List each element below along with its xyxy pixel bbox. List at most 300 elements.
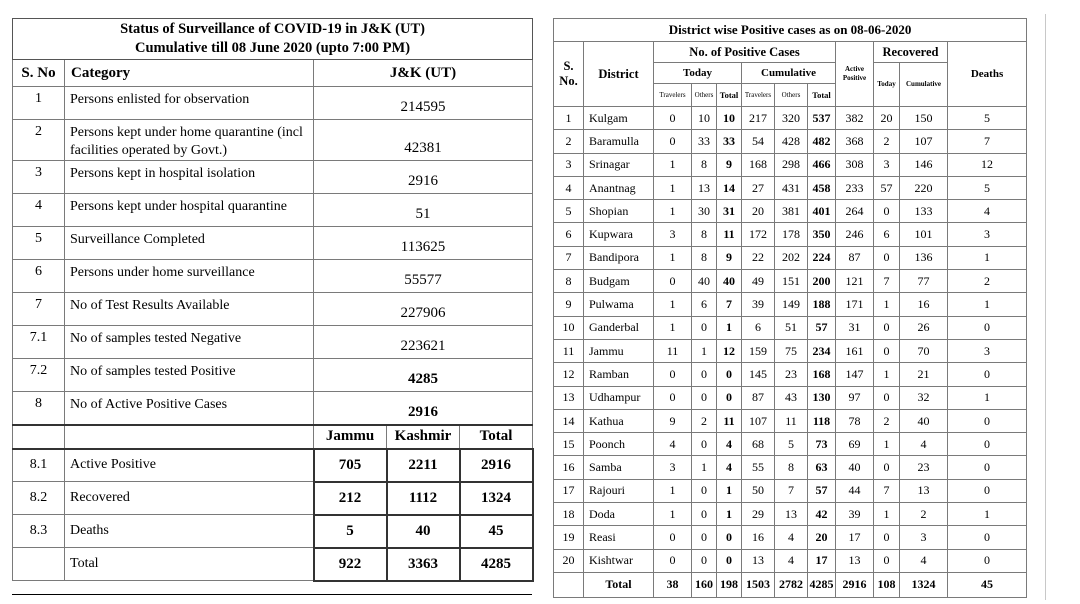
breakdown-row <box>13 482 533 515</box>
cell-sno: 12 <box>554 363 584 386</box>
breakdown-row <box>13 515 533 548</box>
cell-deaths: 0 <box>948 363 1027 386</box>
cell-sno: 6 <box>554 223 584 246</box>
cell-recovered-cumulative: 107 <box>900 130 948 153</box>
cell-district: Pulwama <box>584 293 654 316</box>
cell-today-others: 40 <box>692 270 717 293</box>
cell-today-total: 0 <box>717 363 742 386</box>
total-cell: 198 <box>717 572 742 597</box>
cell-cum-total: 17 <box>808 549 836 572</box>
row-sno: 1 <box>13 87 65 120</box>
cell-deaths: 1 <box>948 246 1027 269</box>
cell-active-positive: 121 <box>836 270 874 293</box>
cell-recovered-cumulative: 13 <box>900 479 948 502</box>
cell-today-travelers: 1 <box>654 503 692 526</box>
kashmir-value: 2211 <box>387 449 460 482</box>
row-sno <box>13 548 65 581</box>
cell-cum-total: 466 <box>808 153 836 176</box>
district-row <box>554 363 1027 386</box>
cell-deaths: 4 <box>948 200 1027 223</box>
kashmir-value: 1112 <box>387 482 460 515</box>
cell-sno: 5 <box>554 200 584 223</box>
cell-cum-others: 13 <box>775 503 808 526</box>
header-jk-ut: J&K (UT) <box>314 60 533 87</box>
cell-district: Jammu <box>584 339 654 362</box>
cell-recovered-cumulative: 16 <box>900 293 948 316</box>
cell-active-positive: 13 <box>836 549 874 572</box>
cell-cum-others: 5 <box>775 433 808 456</box>
cell-active-positive: 171 <box>836 293 874 316</box>
cell-sno: 19 <box>554 526 584 549</box>
cell-active-positive: 368 <box>836 130 874 153</box>
district-row <box>554 130 1027 153</box>
cell-today-total: 11 <box>717 409 742 432</box>
row-sno: 7 <box>13 293 65 326</box>
cell-today-others: 33 <box>692 130 717 153</box>
row-category: No of Active Positive Cases <box>65 392 314 425</box>
cell-today-others: 8 <box>692 246 717 269</box>
cell-today-travelers: 9 <box>654 409 692 432</box>
header-jammu: Jammu <box>314 425 387 449</box>
cell-recovered-cumulative: 40 <box>900 409 948 432</box>
district-row <box>554 200 1027 223</box>
cell-district: Doda <box>584 503 654 526</box>
cell-today-travelers: 1 <box>654 316 692 339</box>
cell-cum-travelers: 145 <box>742 363 775 386</box>
district-row <box>554 409 1027 432</box>
district-row <box>554 270 1027 293</box>
cell-today-total: 7 <box>717 293 742 316</box>
district-row <box>554 107 1027 130</box>
cell-cum-others: 8 <box>775 456 808 479</box>
cell-today-others: 0 <box>692 503 717 526</box>
cell-district: Kulgam <box>584 107 654 130</box>
cell-sno: 9 <box>554 293 584 316</box>
row-sno: 6 <box>13 260 65 293</box>
cell-active-positive: 87 <box>836 246 874 269</box>
cell-cum-total: 200 <box>808 270 836 293</box>
row-value: 227906 <box>314 293 533 326</box>
cell-recovered-cumulative: 4 <box>900 433 948 456</box>
cell-active-positive: 246 <box>836 223 874 246</box>
cell-deaths: 5 <box>948 176 1027 199</box>
header-today-travelers: Travelers <box>654 84 692 107</box>
row-sno: 8.3 <box>13 515 65 548</box>
surveillance-title-line2: Cumulative till 08 June 2020 (upto 7:00 PM) <box>134 40 411 56</box>
header-category: Category <box>65 60 314 87</box>
cell-sno: 8 <box>554 270 584 293</box>
cell-recovered-today: 0 <box>874 526 900 549</box>
cell-recovered-today: 0 <box>874 246 900 269</box>
cell-sno: 3 <box>554 153 584 176</box>
row-value: 2916 <box>314 392 533 425</box>
row-category: Surveillance Completed <box>65 227 314 260</box>
total-cell: 2916 <box>836 572 874 597</box>
kashmir-value: 3363 <box>387 548 460 581</box>
cell-today-total: 9 <box>717 153 742 176</box>
cell-active-positive: 31 <box>836 316 874 339</box>
cell-recovered-cumulative: 21 <box>900 363 948 386</box>
row-category: Deaths <box>65 515 314 548</box>
row-value: 55577 <box>314 260 533 293</box>
cell-cum-others: 428 <box>775 130 808 153</box>
row-category: Persons kept in hospital isolation <box>65 161 314 194</box>
cell-recovered-cumulative: 77 <box>900 270 948 293</box>
cell-district: Rajouri <box>584 479 654 502</box>
cell-recovered-cumulative: 220 <box>900 176 948 199</box>
cell-district: Ramban <box>584 363 654 386</box>
district-row <box>554 223 1027 246</box>
cell-cum-others: 178 <box>775 223 808 246</box>
cell-today-others: 0 <box>692 316 717 339</box>
cell-today-travelers: 1 <box>654 200 692 223</box>
kashmir-value: 40 <box>387 515 460 548</box>
cell-recovered-cumulative: 133 <box>900 200 948 223</box>
cell-cum-travelers: 159 <box>742 339 775 362</box>
cell-sno: 17 <box>554 479 584 502</box>
cell-today-total: 33 <box>717 130 742 153</box>
row-value: 4285 <box>314 359 533 392</box>
cell-today-others: 0 <box>692 549 717 572</box>
cell-recovered-today: 1 <box>874 363 900 386</box>
jammu-value: 212 <box>314 482 387 515</box>
cell-active-positive: 97 <box>836 386 874 409</box>
cell-deaths: 1 <box>948 386 1027 409</box>
cell-sno: 7 <box>554 246 584 269</box>
cell-recovered-today: 0 <box>874 316 900 339</box>
cell-district: Samba <box>584 456 654 479</box>
cell-sno: 2 <box>554 130 584 153</box>
district-row <box>554 456 1027 479</box>
total-cell: 108 <box>874 572 900 597</box>
cell-district: Poonch <box>584 433 654 456</box>
cell-recovered-today: 7 <box>874 479 900 502</box>
cell-cum-travelers: 168 <box>742 153 775 176</box>
cell-recovered-today: 57 <box>874 176 900 199</box>
cell-today-others: 30 <box>692 200 717 223</box>
cell-cum-total: 118 <box>808 409 836 432</box>
cell-cum-others: 151 <box>775 270 808 293</box>
district-row <box>554 246 1027 269</box>
cell-deaths: 0 <box>948 316 1027 339</box>
row-category: Persons kept under home quarantine (incl facilities operated by Govt.) <box>65 120 314 161</box>
cell-cum-total: 458 <box>808 176 836 199</box>
cell-recovered-today: 1 <box>874 293 900 316</box>
total-cell: 1324 <box>900 572 948 597</box>
cell-cum-total: 482 <box>808 130 836 153</box>
cell-cum-travelers: 107 <box>742 409 775 432</box>
cell-cum-total: 73 <box>808 433 836 456</box>
row-category: Persons enlisted for observation <box>65 87 314 120</box>
cell-today-travelers: 1 <box>654 246 692 269</box>
cell-cum-others: 149 <box>775 293 808 316</box>
cell-cum-travelers: 54 <box>742 130 775 153</box>
cell-today-others: 1 <box>692 339 717 362</box>
row-category: No of Test Results Available <box>65 293 314 326</box>
cell-district: Reasi <box>584 526 654 549</box>
cell-today-total: 0 <box>717 386 742 409</box>
cell-active-positive: 17 <box>836 526 874 549</box>
cell-today-travelers: 3 <box>654 223 692 246</box>
cell-deaths: 3 <box>948 339 1027 362</box>
cell-active-positive: 264 <box>836 200 874 223</box>
cell-recovered-cumulative: 70 <box>900 339 948 362</box>
cell-deaths: 3 <box>948 223 1027 246</box>
surveillance-row <box>13 87 533 120</box>
cell-deaths: 5 <box>948 107 1027 130</box>
district-row <box>554 479 1027 502</box>
district-total-row <box>554 572 1027 597</box>
header-sno: S. No. <box>554 42 584 107</box>
header-today: Today <box>654 63 742 84</box>
cell-cum-travelers: 29 <box>742 503 775 526</box>
row-sno: 7.1 <box>13 326 65 359</box>
cell-deaths: 0 <box>948 456 1027 479</box>
cell-recovered-cumulative: 3 <box>900 526 948 549</box>
header-deaths: Deaths <box>948 42 1027 107</box>
cell-recovered-cumulative: 2 <box>900 503 948 526</box>
district-row <box>554 433 1027 456</box>
cell-active-positive: 382 <box>836 107 874 130</box>
cell-district: Bandipora <box>584 246 654 269</box>
jammu-value: 5 <box>314 515 387 548</box>
district-row <box>554 153 1027 176</box>
header-cumulative: Cumulative <box>742 63 836 84</box>
header-kashmir: Kashmir <box>387 425 460 449</box>
cell-active-positive: 147 <box>836 363 874 386</box>
jammu-value: 705 <box>314 449 387 482</box>
total-cell: 45 <box>948 572 1027 597</box>
cell-recovered-cumulative: 146 <box>900 153 948 176</box>
cell-recovered-cumulative: 4 <box>900 549 948 572</box>
row-sno: 7.2 <box>13 359 65 392</box>
row-value: 2916 <box>314 161 533 194</box>
cell-cum-travelers: 68 <box>742 433 775 456</box>
cell-cum-total: 168 <box>808 363 836 386</box>
cell-cum-total: 57 <box>808 316 836 339</box>
cell-cum-others: 381 <box>775 200 808 223</box>
cell-recovered-cumulative: 136 <box>900 246 948 269</box>
cell-cum-total: 401 <box>808 200 836 223</box>
cell-cum-travelers: 16 <box>742 526 775 549</box>
cell-cum-total: 42 <box>808 503 836 526</box>
cell-today-travelers: 0 <box>654 270 692 293</box>
cell-recovered-today: 20 <box>874 107 900 130</box>
cell-cum-total: 63 <box>808 456 836 479</box>
row-value: 51 <box>314 194 533 227</box>
cell-active-positive: 39 <box>836 503 874 526</box>
row-value: 223621 <box>314 326 533 359</box>
cell-today-travelers: 1 <box>654 153 692 176</box>
cell-cum-travelers: 217 <box>742 107 775 130</box>
district-row <box>554 339 1027 362</box>
cell-cum-others: 43 <box>775 386 808 409</box>
total-cell: 2782 <box>775 572 808 597</box>
cell-cum-total: 224 <box>808 246 836 269</box>
cell-today-travelers: 0 <box>654 549 692 572</box>
cell-today-others: 0 <box>692 479 717 502</box>
surveillance-row <box>13 161 533 194</box>
cell-today-total: 9 <box>717 246 742 269</box>
cell-deaths: 0 <box>948 433 1027 456</box>
header-district: District <box>584 42 654 107</box>
cell-deaths: 1 <box>948 503 1027 526</box>
header-active-positive: Active Positive <box>836 42 874 107</box>
breakdown-row <box>13 449 533 482</box>
total-cell: 1503 <box>742 572 775 597</box>
cell-today-travelers: 11 <box>654 339 692 362</box>
cell-active-positive: 308 <box>836 153 874 176</box>
district-cases-table <box>553 18 1027 598</box>
cell-today-travelers: 1 <box>654 176 692 199</box>
cell-today-travelers: 0 <box>654 130 692 153</box>
total-value: 1324 <box>460 482 533 515</box>
district-row <box>554 526 1027 549</box>
header-recovered: Recovered <box>874 42 948 63</box>
cell-cum-others: 4 <box>775 549 808 572</box>
total-cell: 38 <box>654 572 692 597</box>
row-category: Recovered <box>65 482 314 515</box>
cell-district: Anantnag <box>584 176 654 199</box>
header-cum-travelers: Travelers <box>742 84 775 107</box>
cell-cum-total: 350 <box>808 223 836 246</box>
cell-today-others: 0 <box>692 363 717 386</box>
row-category: No of samples tested Positive <box>65 359 314 392</box>
cell-cum-others: 11 <box>775 409 808 432</box>
row-value: 42381 <box>314 120 533 161</box>
cell-today-total: 4 <box>717 433 742 456</box>
page-divider <box>1045 14 1046 600</box>
cell-active-positive: 161 <box>836 339 874 362</box>
row-value: 214595 <box>314 87 533 120</box>
cell-district: Ganderbal <box>584 316 654 339</box>
cell-deaths: 0 <box>948 526 1027 549</box>
cell-today-travelers: 1 <box>654 479 692 502</box>
cell-deaths: 1 <box>948 293 1027 316</box>
cell-recovered-today: 0 <box>874 200 900 223</box>
cell-today-total: 4 <box>717 456 742 479</box>
surveillance-row <box>13 120 533 161</box>
header-today-total: Total <box>717 84 742 107</box>
cell-today-travelers: 3 <box>654 456 692 479</box>
cell-recovered-cumulative: 23 <box>900 456 948 479</box>
surveillance-row <box>13 194 533 227</box>
surveillance-row <box>13 359 533 392</box>
cell-today-total: 11 <box>717 223 742 246</box>
cell-district: Baramulla <box>584 130 654 153</box>
cell-cum-total: 537 <box>808 107 836 130</box>
cell-district: Budgam <box>584 270 654 293</box>
cell-district: Kishtwar <box>584 549 654 572</box>
cell-district: Srinagar <box>584 153 654 176</box>
surveillance-row <box>13 326 533 359</box>
cell-active-positive: 40 <box>836 456 874 479</box>
row-sno: 3 <box>13 161 65 194</box>
cell-today-total: 0 <box>717 526 742 549</box>
surveillance-row <box>13 227 533 260</box>
cell-cum-others: 7 <box>775 479 808 502</box>
cell-cum-travelers: 55 <box>742 456 775 479</box>
row-category: Active Positive <box>65 449 314 482</box>
cell-active-positive: 44 <box>836 479 874 502</box>
surveillance-row <box>13 293 533 326</box>
cell-district: Udhampur <box>584 386 654 409</box>
row-category: No of samples tested Negative <box>65 326 314 359</box>
cell-cum-others: 202 <box>775 246 808 269</box>
header-today-others: Others <box>692 84 717 107</box>
cell-cum-others: 75 <box>775 339 808 362</box>
cell-district: Shopian <box>584 200 654 223</box>
header-recovered-today: Today <box>874 63 900 107</box>
cell-sno: 20 <box>554 549 584 572</box>
cell-district: Kathua <box>584 409 654 432</box>
cell-today-total: 10 <box>717 107 742 130</box>
cell-recovered-today: 0 <box>874 456 900 479</box>
cell-today-others: 0 <box>692 433 717 456</box>
cell-today-travelers: 1 <box>654 293 692 316</box>
district-row <box>554 176 1027 199</box>
district-row <box>554 503 1027 526</box>
cell-today-total: 1 <box>717 316 742 339</box>
row-sno: 4 <box>13 194 65 227</box>
breakdown-row <box>13 548 533 581</box>
cell-recovered-cumulative: 26 <box>900 316 948 339</box>
district-row <box>554 293 1027 316</box>
row-category: Total <box>65 548 314 581</box>
row-value: 113625 <box>314 227 533 260</box>
cell-today-others: 0 <box>692 526 717 549</box>
cell-deaths: 2 <box>948 270 1027 293</box>
cell-deaths: 7 <box>948 130 1027 153</box>
header-cum-total: Total <box>808 84 836 107</box>
header-recovered-cumulative: Cumulative <box>900 63 948 107</box>
cell-recovered-cumulative: 32 <box>900 386 948 409</box>
district-table-title: District wise Positive cases as on 08-06-2020 <box>554 19 1027 42</box>
cell-deaths: 0 <box>948 549 1027 572</box>
cell-today-total: 1 <box>717 503 742 526</box>
header-total: Total <box>460 425 533 449</box>
cell-active-positive: 69 <box>836 433 874 456</box>
cell-today-total: 40 <box>717 270 742 293</box>
cell-today-others: 8 <box>692 223 717 246</box>
cell-today-total: 14 <box>717 176 742 199</box>
cell-deaths: 0 <box>948 479 1027 502</box>
cell-sno: 16 <box>554 456 584 479</box>
cell-today-total: 1 <box>717 479 742 502</box>
cell-today-travelers: 4 <box>654 433 692 456</box>
cell-sno: 15 <box>554 433 584 456</box>
cell-cum-travelers: 27 <box>742 176 775 199</box>
row-sno: 2 <box>13 120 65 161</box>
cell-cum-total: 20 <box>808 526 836 549</box>
cell-district: Kupwara <box>584 223 654 246</box>
cell-cum-others: 431 <box>775 176 808 199</box>
cell-today-others: 2 <box>692 409 717 432</box>
cell-sno: 4 <box>554 176 584 199</box>
row-category: Persons under home surveillance <box>65 260 314 293</box>
bottom-rule <box>12 594 532 595</box>
cell-today-travelers: 0 <box>654 386 692 409</box>
header-cum-others: Others <box>775 84 808 107</box>
cell-today-travelers: 0 <box>654 363 692 386</box>
row-sno: 5 <box>13 227 65 260</box>
cell-cum-travelers: 49 <box>742 270 775 293</box>
cell-today-travelers: 0 <box>654 107 692 130</box>
cell-cum-travelers: 172 <box>742 223 775 246</box>
cell-cum-others: 23 <box>775 363 808 386</box>
cell-sno: 18 <box>554 503 584 526</box>
cell-recovered-today: 6 <box>874 223 900 246</box>
